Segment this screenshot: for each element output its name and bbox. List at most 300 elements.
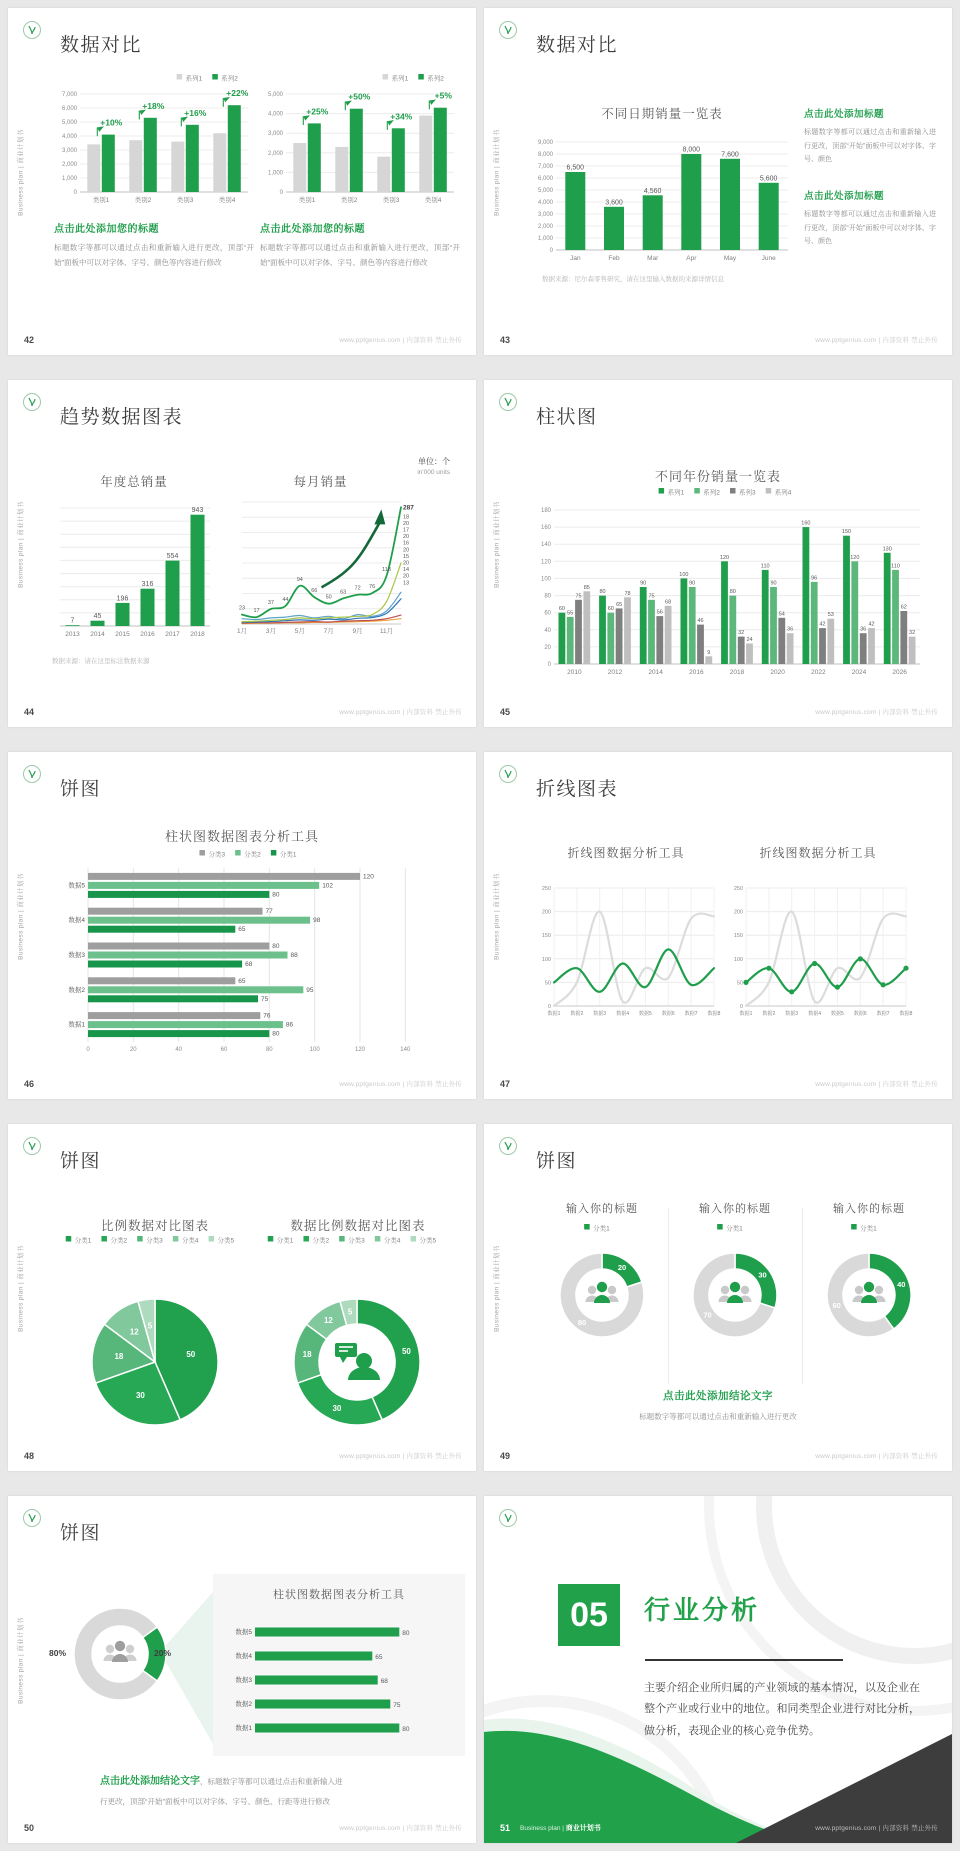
svg-text:2016: 2016 bbox=[689, 669, 704, 676]
unit-label-en: in'000 units bbox=[417, 469, 450, 476]
svg-text:2,000: 2,000 bbox=[267, 150, 283, 157]
slide-44 bbox=[8, 380, 476, 727]
column-title-1: 输入你的标题 bbox=[566, 1203, 638, 1215]
svg-text:4,000: 4,000 bbox=[537, 200, 553, 206]
svg-text:数据3: 数据3 bbox=[68, 952, 85, 959]
svg-text:30: 30 bbox=[758, 1270, 767, 1280]
svg-text:65: 65 bbox=[238, 977, 246, 985]
page-number: 43 bbox=[500, 335, 511, 345]
svg-text:5: 5 bbox=[347, 1307, 353, 1317]
svg-text:数据1: 数据1 bbox=[547, 1011, 561, 1017]
svg-text:12: 12 bbox=[129, 1327, 139, 1337]
svg-text:20: 20 bbox=[403, 547, 410, 554]
logo-icon bbox=[22, 1508, 42, 1528]
background-decoration bbox=[484, 1496, 952, 1843]
slide-47 bbox=[484, 752, 952, 1099]
svg-text:54: 54 bbox=[778, 611, 785, 618]
chart-title-annual: 年度总销量 bbox=[100, 475, 168, 489]
svg-text:系列3: 系列3 bbox=[739, 489, 756, 497]
footer-watermark: www.pptgenius.com | 内部资料 禁止外传 bbox=[815, 1081, 938, 1088]
svg-text:14: 14 bbox=[403, 567, 410, 574]
title-underline bbox=[645, 1659, 843, 1661]
svg-text:0: 0 bbox=[86, 1047, 90, 1053]
svg-text:数据2: 数据2 bbox=[68, 986, 85, 994]
svg-text:5,600: 5,600 bbox=[759, 175, 778, 183]
chart-title: 柱状图数据图表分析工具 bbox=[164, 829, 319, 844]
svg-text:系列1: 系列1 bbox=[185, 75, 203, 83]
svg-text:0: 0 bbox=[739, 1004, 743, 1010]
svg-text:40: 40 bbox=[175, 1047, 183, 1053]
text-block-heading: 点击此处添加标题 bbox=[804, 191, 885, 202]
svg-text:40: 40 bbox=[897, 1280, 906, 1289]
svg-text:60: 60 bbox=[220, 1047, 228, 1053]
svg-text:68: 68 bbox=[245, 961, 253, 968]
svg-text:分类1: 分类1 bbox=[74, 1237, 92, 1245]
svg-text:3,600: 3,600 bbox=[605, 199, 623, 207]
svg-text:分类1: 分类1 bbox=[279, 851, 297, 859]
svg-text:3,000: 3,000 bbox=[61, 148, 77, 154]
sidebar-watermark: Business plan | 商业计划书 bbox=[17, 129, 25, 216]
svg-text:90: 90 bbox=[640, 580, 647, 587]
svg-text:100: 100 bbox=[309, 1047, 320, 1053]
conclusion-heading: 点击此处添加结论文字 bbox=[663, 1390, 773, 1402]
svg-text:100: 100 bbox=[733, 956, 743, 963]
section-number: 05 bbox=[558, 1584, 620, 1646]
svg-text:11月: 11月 bbox=[379, 628, 394, 635]
slide-title: 饼图 bbox=[60, 1151, 102, 1172]
svg-text:120: 120 bbox=[354, 1047, 366, 1053]
svg-text:类别3: 类别3 bbox=[176, 197, 194, 204]
chart-title-right: 折线图数据分析工具 bbox=[759, 846, 877, 860]
slide-46 bbox=[8, 752, 476, 1099]
svg-text:数据5: 数据5 bbox=[235, 1629, 252, 1636]
svg-text:数据2: 数据2 bbox=[235, 1701, 252, 1708]
svg-text:系列2: 系列2 bbox=[703, 489, 720, 497]
svg-text:2017: 2017 bbox=[165, 631, 180, 638]
svg-text:+22%: +22% bbox=[226, 88, 249, 99]
svg-text:23: 23 bbox=[238, 605, 246, 612]
svg-text:120: 120 bbox=[363, 873, 374, 881]
svg-text:系列1: 系列1 bbox=[667, 489, 685, 497]
svg-text:June: June bbox=[761, 255, 776, 262]
svg-text:88: 88 bbox=[290, 952, 298, 959]
footer-watermark: www.pptgenius.com | 内部资料 禁止外传 bbox=[815, 1453, 938, 1460]
bar-chart-compare-left bbox=[52, 70, 256, 208]
svg-text:分类5: 分类5 bbox=[217, 1237, 235, 1245]
svg-text:36: 36 bbox=[787, 626, 794, 633]
svg-text:98: 98 bbox=[313, 917, 321, 925]
svg-text:6,000: 6,000 bbox=[61, 106, 77, 112]
svg-text:类别2: 类别2 bbox=[134, 197, 152, 204]
svg-text:4,560: 4,560 bbox=[643, 187, 662, 195]
svg-text:分类1: 分类1 bbox=[860, 1225, 877, 1233]
svg-text:37: 37 bbox=[267, 600, 274, 606]
footer-watermark: www.pptgenius.com | 内部资料 禁止外传 bbox=[339, 1081, 462, 1088]
svg-text:118: 118 bbox=[382, 567, 391, 573]
column-title-2: 输入你的标题 bbox=[699, 1203, 771, 1215]
svg-text:316: 316 bbox=[141, 581, 154, 589]
svg-text:数据6: 数据6 bbox=[853, 1011, 867, 1017]
column-title-3: 输入你的标题 bbox=[833, 1203, 905, 1215]
svg-text:160: 160 bbox=[540, 525, 551, 532]
svg-text:分类3: 分类3 bbox=[348, 1237, 365, 1245]
svg-text:分类1: 分类1 bbox=[276, 1237, 294, 1245]
svg-text:94: 94 bbox=[296, 576, 303, 583]
svg-text:55: 55 bbox=[567, 610, 574, 617]
slide-title: 柱状图 bbox=[536, 407, 598, 428]
svg-text:140: 140 bbox=[540, 542, 551, 549]
svg-text:系列1: 系列1 bbox=[391, 75, 409, 83]
page-number: 50 bbox=[24, 1823, 35, 1833]
chart-title-left: 折线图数据分析工具 bbox=[567, 846, 685, 860]
analysis-panel bbox=[213, 1574, 465, 1756]
svg-text:分类2: 分类2 bbox=[110, 1237, 128, 1245]
page-number: 49 bbox=[500, 1451, 511, 1461]
svg-text:76: 76 bbox=[369, 584, 376, 591]
svg-text:分类2: 分类2 bbox=[244, 851, 261, 859]
svg-text:类别1: 类别1 bbox=[92, 197, 110, 204]
svg-text:32: 32 bbox=[909, 630, 916, 637]
svg-text:数据1: 数据1 bbox=[68, 1021, 85, 1029]
svg-text:76: 76 bbox=[263, 1012, 271, 1020]
svg-text:9: 9 bbox=[707, 649, 711, 656]
text-block-heading: 点击此处添加标题 bbox=[804, 109, 885, 120]
svg-text:5月: 5月 bbox=[294, 628, 305, 635]
svg-text:分类4: 分类4 bbox=[383, 1237, 401, 1245]
text-block-heading: 点击此处添加您的标题 bbox=[54, 224, 159, 235]
svg-text:75: 75 bbox=[261, 995, 269, 1003]
svg-text:2,000: 2,000 bbox=[537, 224, 553, 230]
svg-text:20: 20 bbox=[617, 1263, 627, 1272]
chart-title-pie: 比例数据对比图表 bbox=[100, 1219, 209, 1233]
svg-text:110: 110 bbox=[891, 563, 900, 570]
svg-text:Apr: Apr bbox=[686, 255, 697, 262]
svg-text:May: May bbox=[723, 255, 737, 262]
svg-text:Jan: Jan bbox=[570, 255, 581, 262]
donut-chart bbox=[258, 1232, 456, 1432]
svg-text:2018: 2018 bbox=[190, 631, 205, 638]
svg-text:20: 20 bbox=[129, 1047, 137, 1053]
svg-text:类别1: 类别1 bbox=[298, 197, 316, 204]
svg-text:80: 80 bbox=[402, 1726, 410, 1733]
sidebar-watermark: Business plan | 商业计划书 bbox=[493, 1245, 501, 1332]
svg-text:0: 0 bbox=[549, 248, 553, 254]
svg-text:160: 160 bbox=[801, 520, 811, 527]
svg-text:90: 90 bbox=[689, 580, 696, 587]
svg-text:+18%: +18% bbox=[142, 100, 165, 111]
svg-text:46: 46 bbox=[697, 618, 704, 625]
logo-icon bbox=[22, 392, 42, 412]
svg-text:60: 60 bbox=[607, 606, 614, 613]
chart-title: 不同年份销量一览表 bbox=[654, 469, 781, 484]
svg-text:130: 130 bbox=[882, 546, 892, 553]
svg-text:75: 75 bbox=[648, 593, 655, 600]
svg-text:554: 554 bbox=[166, 553, 179, 561]
svg-text:Feb: Feb bbox=[608, 255, 620, 262]
text-block-right bbox=[260, 220, 460, 270]
logo-icon bbox=[498, 1136, 518, 1156]
svg-text:85: 85 bbox=[583, 584, 590, 591]
svg-text:数据5: 数据5 bbox=[68, 882, 85, 890]
svg-text:200: 200 bbox=[733, 909, 743, 916]
svg-text:65: 65 bbox=[616, 601, 623, 608]
svg-text:1,000: 1,000 bbox=[61, 176, 77, 182]
svg-text:分类3: 分类3 bbox=[208, 851, 226, 859]
page-number: 45 bbox=[500, 707, 511, 717]
svg-text:50: 50 bbox=[544, 980, 551, 987]
svg-text:65: 65 bbox=[375, 1654, 383, 1661]
svg-text:80: 80 bbox=[402, 1630, 410, 1637]
svg-text:数据7: 数据7 bbox=[684, 1011, 698, 1017]
text-block-body: 标题数字等都可以通过点击和重新输入进行更改，顶部“开始”面板中可以对字体、字号、颜色等内容进行修改 bbox=[54, 243, 254, 267]
svg-text:200: 200 bbox=[541, 909, 551, 916]
svg-text:1,000: 1,000 bbox=[537, 236, 553, 242]
svg-text:250: 250 bbox=[541, 886, 551, 892]
svg-text:18: 18 bbox=[403, 514, 410, 521]
text-block-body: 标题数字等都可以通过点击和重新输入进行更改，顶部“开始”面板中可以对字体、字号、颜色 bbox=[804, 129, 936, 164]
footer-watermark: www.pptgenius.com | 内部资料 禁止外传 bbox=[815, 337, 938, 344]
svg-text:+25%: +25% bbox=[306, 106, 329, 117]
svg-text:40: 40 bbox=[544, 627, 551, 634]
svg-text:0: 0 bbox=[73, 190, 77, 196]
data-source-note: 数据来源：请在这里标注数据来源 bbox=[52, 658, 150, 665]
svg-text:20: 20 bbox=[544, 644, 551, 651]
text-block-body: 标题数字等都可以通过点击和重新输入进行更改，顶部“开始”面板中可以对字体、字号、颜色等内容进行修改 bbox=[260, 243, 460, 267]
svg-text:+10%: +10% bbox=[100, 117, 123, 128]
svg-text:13: 13 bbox=[403, 580, 410, 587]
svg-text:196: 196 bbox=[116, 595, 129, 603]
slide-43 bbox=[484, 8, 952, 355]
svg-text:80: 80 bbox=[272, 943, 280, 950]
sidebar-watermark: Business plan | 商业计划书 bbox=[493, 501, 501, 588]
sidebar-watermark: Business plan | 商业计划书 bbox=[17, 873, 25, 960]
svg-text:2010: 2010 bbox=[567, 669, 582, 676]
page-number: 44 bbox=[24, 707, 35, 717]
data-source-note: 数据来源：尼尔森零售研究，请在这里输入数据的来源详情信息 bbox=[542, 276, 724, 283]
line-chart-monthly-sales bbox=[218, 490, 423, 640]
svg-text:数据5: 数据5 bbox=[831, 1011, 844, 1017]
svg-text:7月: 7月 bbox=[323, 628, 334, 635]
svg-text:分类1: 分类1 bbox=[726, 1225, 743, 1233]
svg-text:60: 60 bbox=[544, 610, 551, 617]
svg-text:100: 100 bbox=[541, 956, 551, 963]
logo-icon bbox=[22, 20, 42, 40]
slide-51 bbox=[484, 1496, 952, 1843]
svg-text:2014: 2014 bbox=[90, 631, 105, 638]
svg-text:20: 20 bbox=[403, 520, 410, 527]
svg-text:2016: 2016 bbox=[140, 631, 155, 638]
svg-text:数据1: 数据1 bbox=[739, 1011, 753, 1017]
svg-text:72: 72 bbox=[354, 585, 361, 592]
svg-text:42: 42 bbox=[819, 621, 826, 628]
svg-text:42: 42 bbox=[868, 621, 875, 628]
svg-text:30: 30 bbox=[135, 1391, 145, 1400]
svg-text:数据2: 数据2 bbox=[762, 1011, 776, 1017]
svg-text:150: 150 bbox=[541, 933, 551, 940]
svg-text:数据8: 数据8 bbox=[707, 1011, 721, 1017]
svg-text:70: 70 bbox=[703, 1310, 712, 1320]
svg-text:分类5: 分类5 bbox=[419, 1237, 437, 1245]
svg-text:+50%: +50% bbox=[348, 91, 371, 102]
svg-text:9月: 9月 bbox=[352, 628, 363, 635]
logo-icon bbox=[22, 1136, 42, 1156]
svg-text:78: 78 bbox=[624, 590, 631, 597]
logo-icon bbox=[498, 392, 518, 412]
slide-title: 趋势数据图表 bbox=[60, 407, 184, 428]
svg-text:65: 65 bbox=[238, 926, 246, 934]
svg-text:120: 120 bbox=[850, 554, 860, 561]
conclusion-line-1 bbox=[100, 1772, 440, 1787]
svg-text:7: 7 bbox=[70, 617, 75, 625]
svg-text:36: 36 bbox=[860, 626, 867, 633]
svg-text:数据2: 数据2 bbox=[570, 1011, 584, 1017]
svg-text:50: 50 bbox=[736, 980, 743, 987]
slide-42 bbox=[8, 8, 476, 355]
svg-text:943: 943 bbox=[191, 507, 204, 515]
svg-text:数据1: 数据1 bbox=[235, 1725, 252, 1732]
sidebar-watermark: Business plan | 商业计划书 bbox=[493, 873, 501, 960]
conclusion-lead: 点击此处添加结论文字 bbox=[100, 1776, 200, 1787]
donut-chart-40 bbox=[817, 1220, 921, 1350]
svg-text:2020: 2020 bbox=[770, 669, 785, 676]
svg-text:系列4: 系列4 bbox=[774, 489, 792, 497]
svg-text:2014: 2014 bbox=[648, 669, 663, 676]
sidebar-watermark: Business plan | 商业计划书 bbox=[17, 1617, 25, 1704]
donut-chart-20 bbox=[550, 1220, 654, 1350]
svg-text:数据4: 数据4 bbox=[68, 917, 85, 925]
svg-text:20: 20 bbox=[403, 560, 410, 567]
svg-text:2022: 2022 bbox=[811, 669, 826, 676]
grouped-bar-chart-years bbox=[530, 484, 930, 680]
svg-text:15: 15 bbox=[403, 553, 410, 560]
footer-watermark: www.pptgenius.com | 内部资料 禁止外传 bbox=[815, 709, 938, 716]
svg-text:2024: 2024 bbox=[851, 669, 867, 676]
svg-text:分类4: 分类4 bbox=[181, 1237, 199, 1245]
svg-text:75: 75 bbox=[393, 1702, 401, 1709]
svg-text:66: 66 bbox=[311, 588, 318, 595]
svg-text:110: 110 bbox=[760, 563, 770, 570]
line-chart-right bbox=[722, 864, 914, 1022]
svg-text:44: 44 bbox=[282, 597, 289, 604]
svg-text:3月: 3月 bbox=[265, 628, 276, 635]
svg-text:17: 17 bbox=[253, 608, 260, 615]
svg-text:5,000: 5,000 bbox=[267, 92, 283, 98]
chart-title: 不同日期销量一览表 bbox=[601, 107, 723, 121]
svg-text:77: 77 bbox=[265, 908, 273, 916]
svg-text:287: 287 bbox=[403, 504, 414, 512]
panel-title: 柱状图数据图表分析工具 bbox=[273, 1589, 405, 1601]
section-title: 行业分析 bbox=[644, 1595, 761, 1625]
svg-text:50: 50 bbox=[186, 1350, 196, 1360]
svg-text:63: 63 bbox=[340, 589, 347, 596]
svg-text:30: 30 bbox=[332, 1403, 342, 1413]
svg-text:6,000: 6,000 bbox=[537, 176, 553, 182]
page-number: 46 bbox=[24, 1079, 35, 1089]
text-block-heading: 点击此处添加您的标题 bbox=[260, 224, 365, 235]
svg-text:32: 32 bbox=[738, 630, 745, 637]
page-number: 47 bbox=[500, 1079, 511, 1089]
svg-text:250: 250 bbox=[733, 886, 743, 892]
svg-text:2015: 2015 bbox=[115, 631, 130, 638]
svg-text:45: 45 bbox=[93, 613, 102, 621]
svg-text:120: 120 bbox=[719, 554, 730, 561]
sidebar-watermark: Business plan | 商业计划书 bbox=[493, 129, 501, 216]
svg-text:4,000: 4,000 bbox=[61, 134, 77, 140]
svg-text:62: 62 bbox=[900, 604, 907, 611]
svg-text:+16%: +16% bbox=[184, 107, 207, 118]
column-divider bbox=[668, 1208, 669, 1384]
line-chart-left bbox=[530, 864, 722, 1022]
slide-title: 数据对比 bbox=[60, 35, 143, 56]
footer-watermark: www.pptgenius.com | 内部资料 禁止外传 bbox=[339, 1453, 462, 1460]
footer-watermark: www.pptgenius.com | 内部资料 禁止外传 bbox=[339, 1825, 462, 1832]
slide-45 bbox=[484, 380, 952, 727]
footer-watermark: www.pptgenius.com | 内部资料 禁止外传 bbox=[339, 337, 462, 344]
page-number: 42 bbox=[24, 335, 35, 345]
svg-text:12: 12 bbox=[323, 1315, 333, 1325]
chart-title-donut: 数据比例数据对比图表 bbox=[290, 1219, 426, 1233]
svg-text:80: 80 bbox=[729, 589, 736, 596]
svg-text:86: 86 bbox=[285, 1021, 294, 1029]
svg-text:180: 180 bbox=[540, 508, 551, 514]
chart-title-monthly: 每月销量 bbox=[293, 475, 348, 489]
svg-text:9,000: 9,000 bbox=[537, 140, 553, 146]
svg-text:17: 17 bbox=[403, 527, 410, 534]
svg-text:类别3: 类别3 bbox=[382, 197, 400, 204]
svg-text:4,000: 4,000 bbox=[267, 111, 283, 118]
svg-text:5,000: 5,000 bbox=[61, 120, 77, 126]
logo-icon bbox=[498, 1508, 518, 1528]
svg-text:数据3: 数据3 bbox=[593, 1011, 607, 1017]
svg-text:0: 0 bbox=[279, 190, 283, 196]
conclusion-line-2: 行更改，顶部“开始”面板中可以对字体、字号、颜色、行距等进行修改 bbox=[100, 1797, 330, 1806]
svg-text:2,000: 2,000 bbox=[61, 162, 77, 168]
svg-text:系列2: 系列2 bbox=[427, 75, 444, 83]
bar-chart-annual-sales bbox=[50, 490, 218, 640]
conclusion-subtext: 标题数字等都可以通过点击和重新输入进行更改 bbox=[639, 1412, 797, 1421]
svg-text:6,500: 6,500 bbox=[566, 164, 585, 172]
svg-text:80: 80 bbox=[544, 593, 551, 600]
svg-text:5: 5 bbox=[147, 1321, 153, 1331]
percent-label-left: 80% bbox=[48, 1648, 66, 1658]
page-number: 51 bbox=[500, 1823, 511, 1833]
sidebar-watermark: Business plan | 商业计划书 bbox=[17, 501, 25, 588]
simple-bar-chart bbox=[229, 1614, 443, 1744]
bar-chart-compare-right bbox=[258, 70, 462, 208]
svg-text:数据8: 数据8 bbox=[899, 1011, 913, 1017]
svg-text:20: 20 bbox=[403, 534, 410, 541]
svg-text:90: 90 bbox=[770, 580, 777, 587]
logo-icon bbox=[498, 764, 518, 784]
svg-text:数据4: 数据4 bbox=[616, 1011, 629, 1017]
donut-chart-30 bbox=[683, 1220, 787, 1350]
svg-text:20: 20 bbox=[403, 573, 410, 580]
svg-text:2026: 2026 bbox=[892, 669, 907, 676]
svg-text:96: 96 bbox=[811, 575, 818, 582]
svg-text:60: 60 bbox=[558, 606, 565, 613]
svg-text:80: 80 bbox=[577, 1318, 587, 1327]
svg-text:数据3: 数据3 bbox=[785, 1011, 799, 1017]
text-block-bottom bbox=[804, 188, 936, 249]
svg-text:102: 102 bbox=[322, 882, 334, 890]
svg-text:数据5: 数据5 bbox=[639, 1011, 652, 1017]
pie-chart bbox=[56, 1232, 254, 1432]
brand-en: Business plan | bbox=[520, 1825, 564, 1832]
svg-text:数据6: 数据6 bbox=[661, 1011, 675, 1017]
svg-text:7,000: 7,000 bbox=[61, 92, 77, 98]
svg-text:80: 80 bbox=[272, 1030, 280, 1038]
svg-text:类别2: 类别2 bbox=[340, 197, 358, 204]
